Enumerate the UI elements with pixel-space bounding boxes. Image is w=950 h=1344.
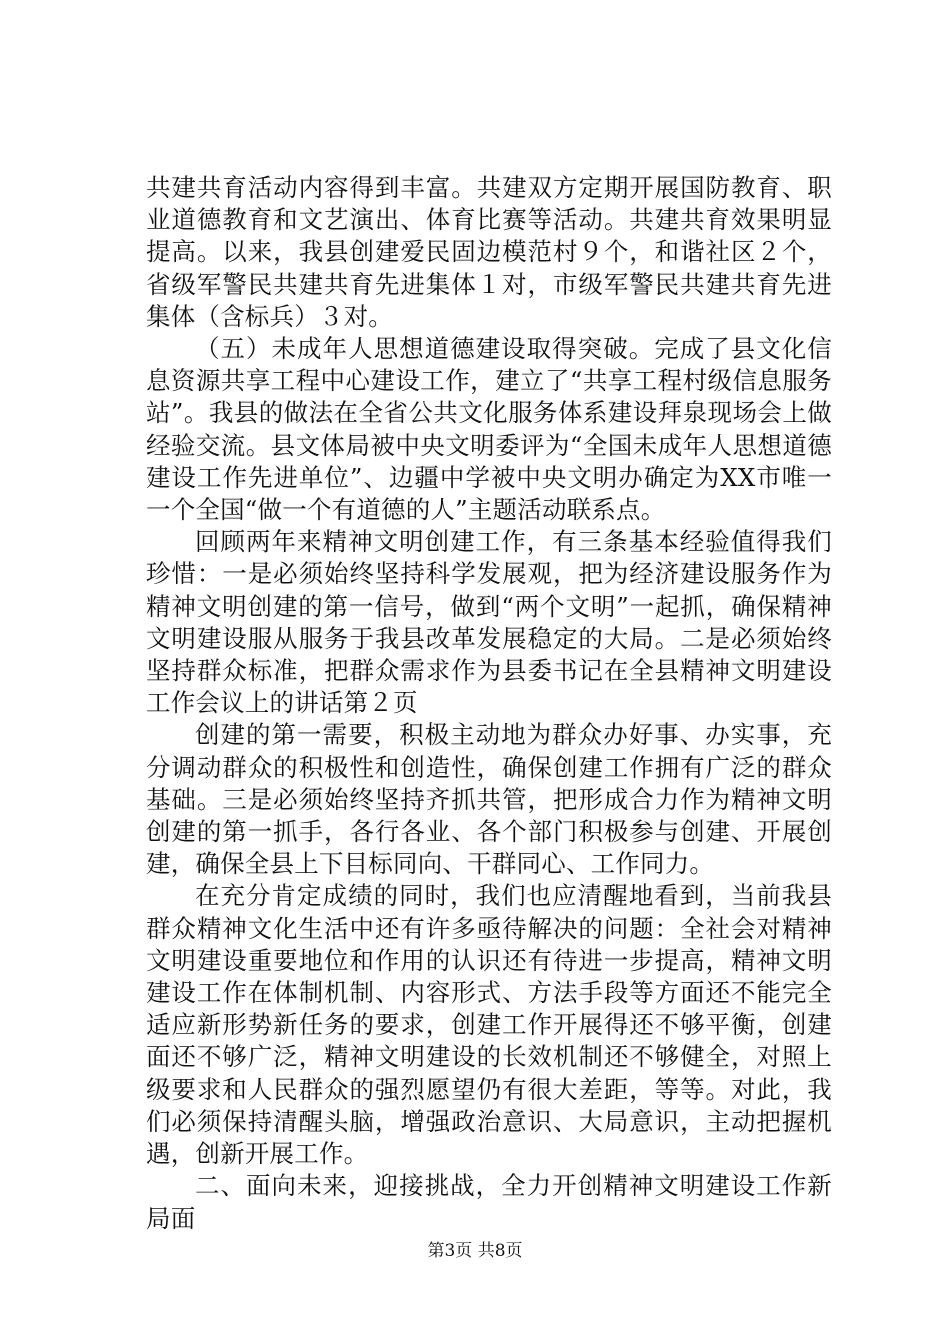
section-heading: 二、面向未来，迎接挑战，全力开创精神文明建设工作新局面 — [146, 1171, 832, 1233]
page-footer: 第3页 共8页 — [427, 1241, 523, 1261]
paragraph-2: （五）未成年人思想道德建设取得突破。完成了县文化信息资源共享工程中心建设工作，建立了“共享工程村级信息服务站”。我县的做法在全省公共文化服务体系建设拜泉现场会上做经验交流。县文体局被中央文明委评为“全国未成年人思想道德建设工作先进单位”、边疆中学被中央文明办确定为XX市唯一一个全国“做一个有道德的人”主题活动联系点。 — [146, 334, 832, 525]
paragraph-1: 共建共育活动内容得到丰富。共建双方定期开展国防教育、职业道德教育和文艺演出、体育比赛等活动。共建共育效果明显提高。以来，我县创建爱民固边模范村９个，和谐社区２个，省级军警民共建共育先进集体１对，市级军警民共建共育先进集体（含标兵）３对。 — [146, 173, 832, 331]
paragraph-3: 回顾两年来精神文明创建工作，有三条基本经验值得我们珍惜：一是必须始终坚持科学发展观，把为经济建设服务作为精神文明创建的第一信号，做到“两个文明”一起抓，确保精神文明建设服从服务于我县改革发展稳定的大局。二是必须始终坚持群众标准，把群众需求作为县委书记在全县精神文明建设工作会议上的讲话第２页 — [146, 527, 832, 718]
paragraph-4: 创建的第一需要，积极主动地为群众办好事、办实事，充分调动群众的积极性和创造性，确保创建工作拥有广泛的群众基础。三是必须始终坚持齐抓共管，把形成合力作为精神文明创建的第一抓手，各行各业、各个部门积极参与创建、开展创建，确保全县上下目标同向、干群同心、工作同力。 — [146, 720, 832, 879]
paragraph-5: 在充分肯定成绩的同时，我们也应清醒地看到，当前我县群众精神文化生活中还有许多亟待解决的问题：全社会对精神文明建设重要地位和作用的认识还有待进一步提高，精神文明建设工作在体制机制、内容形式、方法手段等方面还不能完全适应新形势新任务的要求，创建工作开展得还不够平衡，创建面还不够广泛，精神文明建设的长效机制还不够健全，对照上级要求和人民群众的强烈愿望仍有很大差距，等等。对此，我们必须保持清醒头脑，增强政治意识、大局意识，主动把握机遇，创新开展工作。 — [146, 881, 832, 1169]
document-body — [146, 172, 832, 1235]
